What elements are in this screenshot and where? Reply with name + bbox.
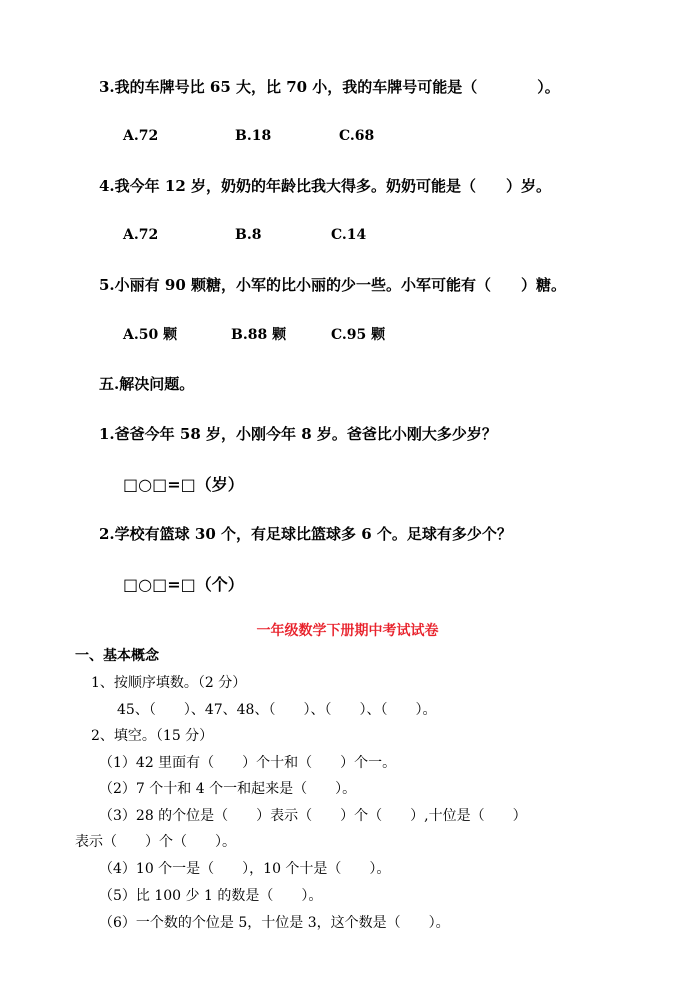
question-2-title: 2、填空。（15 分） — [91, 728, 214, 744]
fill-item-4: （4）10 个一是（ ），10 个十是（ ）。 — [99, 861, 391, 877]
problem-1-equation: □○□=□（岁） — [123, 475, 244, 494]
option-b: B.18 — [235, 128, 272, 144]
option-a: A.50 颗 — [123, 327, 178, 343]
fill-item-2: （2）7 个十和 4 个一和起来是（ ）。 — [99, 781, 357, 797]
question-1-fill-line: 45、（ ）、47、48、（ ）、（ ）、（ ）。 — [117, 702, 437, 718]
option-b: B.88 颗 — [231, 327, 287, 343]
exam-title: 一年级数学下册期中考试试卷 — [256, 623, 439, 639]
section-5-heading: 五.解决问题。 — [99, 375, 195, 393]
option-c: C.68 — [339, 128, 375, 144]
option-b: B.8 — [235, 227, 262, 243]
problem-2-text: 2.学校有篮球 30 个，有足球比篮球多 6 个。足球有多少个？ — [99, 525, 512, 543]
section-1-heading: 一、基本概念 — [75, 648, 159, 664]
question-1-title: 1、按顺序填数。（2 分） — [91, 675, 247, 691]
problem-1-text: 1.爸爸今年 58 岁，小刚今年 8 岁。爸爸比小刚大多少岁？ — [99, 425, 497, 443]
question-5-text: 5.小丽有 90 颗糖，小军的比小丽的少一些。小军可能有（ ）糖。 — [99, 276, 566, 294]
option-a: A.72 — [123, 227, 159, 243]
problem-2-equation: □○□=□（个） — [123, 575, 244, 594]
fill-item-1: （1）42 里面有（ ）个十和（ ）个一。 — [99, 755, 397, 771]
fill-item-3: （3）28 的个位是（ ）表示（ ）个（ ）,十位是（ ） — [99, 808, 527, 824]
fill-item-3-continued: 表示（ ）个（ ）。 — [75, 834, 236, 850]
option-a: A.72 — [123, 128, 159, 144]
option-c: C.14 — [331, 227, 367, 243]
option-c: C.95 颗 — [331, 327, 386, 343]
question-4-text: 4.我今年 12 岁，奶奶的年龄比我大得多。奶奶可能是（ ）岁。 — [99, 177, 551, 195]
fill-item-6: （6）一个数的个位是 5，十位是 3，这个数是（ ）。 — [99, 915, 450, 931]
fill-item-5: （5）比 100 少 1 的数是（ ）。 — [99, 888, 323, 904]
question-3-text: 3.我的车牌号比 65 大，比 70 小，我的车牌号可能是（ ）。 — [99, 78, 560, 96]
